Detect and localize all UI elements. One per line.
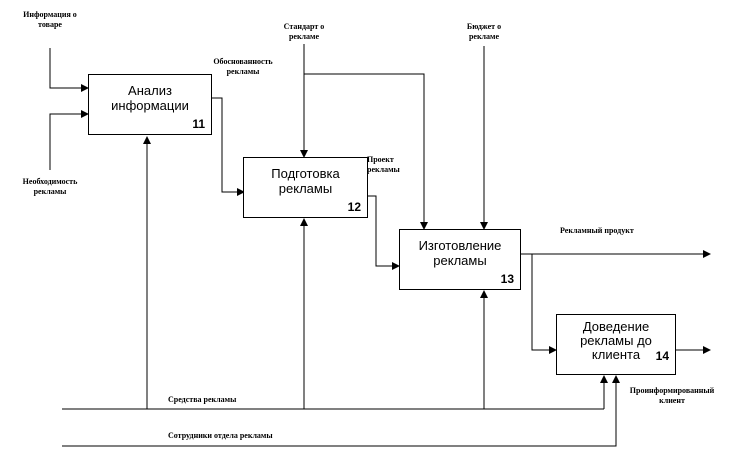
- label-info-about-goods: Информация о товаре: [23, 10, 77, 29]
- arrow-staff-to-14: [62, 376, 616, 446]
- process-number: 12: [347, 200, 361, 214]
- label-ad-standard: Стандарт о рекламе: [283, 22, 325, 41]
- process-number: 11: [192, 117, 205, 131]
- process-number: 13: [500, 272, 514, 286]
- label-ad-justification: Обоснованность рекламы: [213, 57, 273, 76]
- process-title: Анализ информации: [111, 83, 189, 113]
- process-title: Подготовка рекламы: [271, 166, 340, 196]
- label-ad-means: Средства рекламы: [168, 395, 237, 404]
- process-box-12: [243, 157, 368, 218]
- arrow-ad-project: [368, 196, 399, 266]
- process-title: Изготовление рекламы: [418, 238, 502, 268]
- label-ad-budget: Бюджет о рекламе: [466, 22, 502, 41]
- arrow-info-about-goods: [50, 48, 88, 88]
- arrow-need-for-ads: [50, 114, 88, 170]
- label-need-for-ads: Необходимость рекламы: [22, 177, 78, 196]
- process-title: Доведение рекламы до клиента: [580, 319, 652, 362]
- label-ad-project: Проект рекламы: [367, 155, 400, 174]
- process-box-11: [88, 74, 212, 135]
- label-informed-client: Проинформированный клиент: [629, 386, 715, 405]
- label-ad-dept-staff: Сотрудники отдела рекламы: [168, 431, 273, 440]
- arrow-product-to-14: [532, 254, 556, 350]
- label-ad-product: Рекламный продукт: [560, 226, 634, 235]
- process-box-13: [399, 229, 521, 290]
- process-box-14: [556, 314, 676, 375]
- arrow-ad-justification: [212, 98, 244, 192]
- process-number: 14: [655, 349, 669, 363]
